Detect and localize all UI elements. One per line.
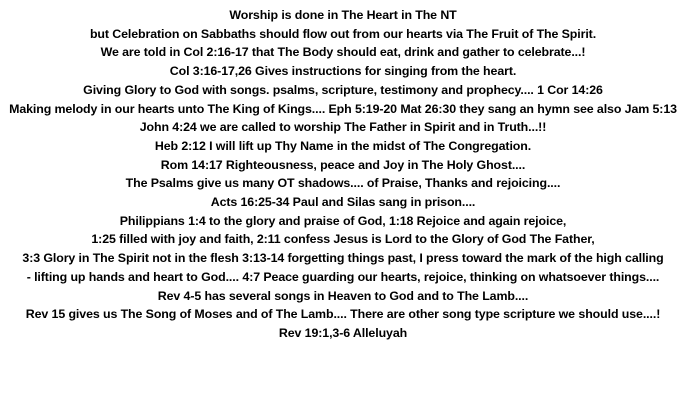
text-line-16: 3:13-14 forgetting things past, I press toward the mark of the high calling xyxy=(242,251,664,266)
text-line-18: 4:7 Peace guarding our hearts, rejoice, thinking on whatsoever things.... xyxy=(242,269,660,284)
text-line-21: should use....! xyxy=(578,307,661,322)
text-line-12: Acts 16:25-34 Paul and Silas sang in prison.... xyxy=(210,195,476,210)
text-line-13: Philippians 1:4 to the glory and praise of God, 1:18 Rejoice and again rejoice, xyxy=(119,213,567,228)
text-line-1: Worship is done in The Heart in The NT xyxy=(229,8,457,22)
text-line-14: 1:25 filled with joy and faith, 2:11 confess Jesus is Lord to the Glory of God The Father, xyxy=(91,232,595,247)
text-line-6: Making melody in our hearts unto The King of Kings.... Eph 5:19-20 xyxy=(9,101,397,116)
text-line-7: Mat 26:30 they sang an hymn see also Jam 5:13 xyxy=(400,101,677,116)
text-line-9: Heb 2:12 I will lift up Thy Name in the midst of The Congregation. xyxy=(154,138,532,153)
text-line-8: John 4:24 we are called to worship The Father in Spirit and in Truth...!! xyxy=(139,120,547,135)
text-line-11: The Psalms give us many OT shadows.... of Praise, Thanks and rejoicing.... xyxy=(125,176,561,191)
text-line-15: 3:3 Glory in The Spirit not in the flesh xyxy=(22,251,239,266)
text-line-4: Col 3:16-17,26 Gives instructions for singing from the heart. xyxy=(169,64,517,79)
text-line-20: Rev 15 gives us The Song of Moses and of The Lamb.... There are other song type scripture we xyxy=(25,307,575,322)
text-line-22: Rev 19:1,3-6 Alleluyah xyxy=(278,325,408,340)
text-line-3: We are told in Col 2:16-17 that The Body should eat, drink and gather to celebrate...! xyxy=(100,45,586,60)
text-line-5: Giving Glory to God with songs. psalms, scripture, testimony and prophecy.... 1 Cor 14:26 xyxy=(83,82,603,97)
document-body xyxy=(0,6,686,343)
text-line-10: Rom 14:17 Righteousness, peace and Joy in The Holy Ghost.... xyxy=(160,157,526,172)
text-line-2: but Celebration on Sabbaths should flow out from our hearts via The Fruit of The Spirit. xyxy=(89,26,597,41)
text-line-17: - lifting up hands and heart to God.... xyxy=(26,269,239,284)
text-line-19: Rev 4-5 has several songs in Heaven to God and to The Lamb.... xyxy=(157,288,529,303)
